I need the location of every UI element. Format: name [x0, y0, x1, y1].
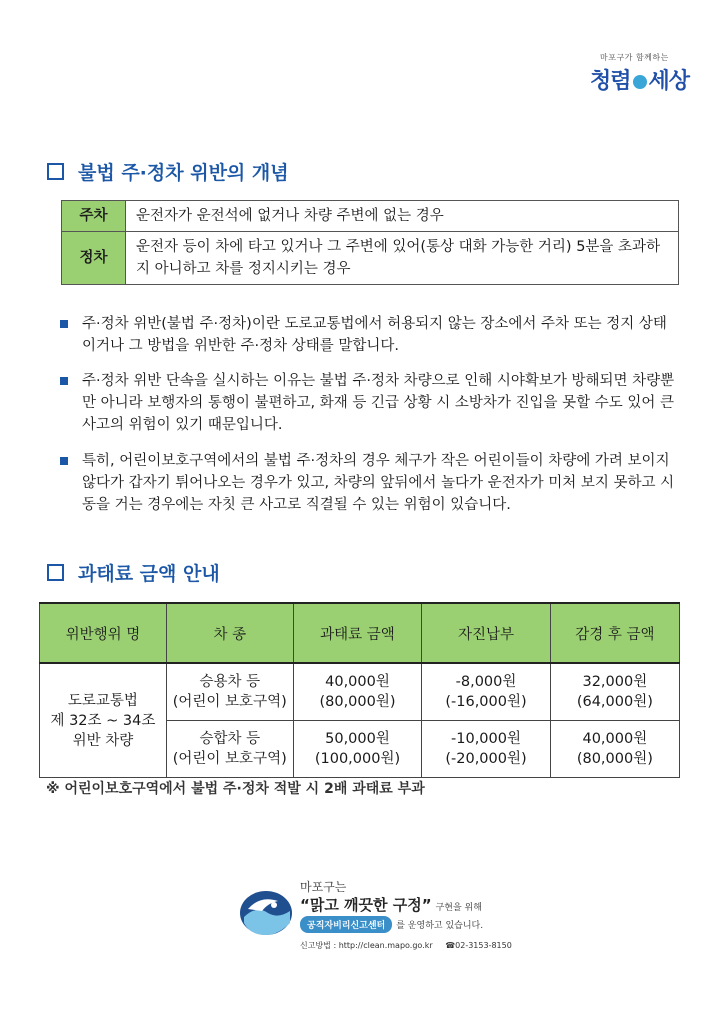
- table-row: [40, 663, 680, 721]
- table-row: [62, 201, 679, 232]
- surcharge-note: ※ 어린이보호구역에서 불법 주·정차 적발 시 2배 과태료 부과: [46, 781, 425, 797]
- logo-name-part2: 세상: [648, 69, 690, 94]
- footer-intro: 마포구는: [300, 880, 347, 894]
- logo-name-part1: 청렴: [590, 69, 631, 94]
- self-pay-amount-zone: (-16,000원): [445, 694, 527, 710]
- logo-tagline: 마포구가 함께하는: [600, 53, 669, 62]
- bullet-paragraph: [60, 370, 680, 436]
- table-row: [62, 232, 679, 285]
- vehicle-zone: (어린이 보호구역): [172, 694, 287, 710]
- law-line: 위반 차량: [72, 732, 134, 749]
- law-line: 도로교통법: [67, 692, 138, 709]
- fine-amount: 40,000원: [325, 674, 390, 690]
- fine-table: [39, 602, 680, 778]
- law-cell: [40, 663, 167, 778]
- bullet-text: 주·정차 위반(불법 주·정차)이란 도로교통법에서 허용되지 않는 장소에서 주차 또는 정지 상태이거나 그 방법을 위반한 주·정차 상태를 말합니다.: [82, 316, 667, 354]
- logo-dot-icon: [633, 75, 647, 89]
- header-cell: 자진납부: [422, 603, 550, 663]
- logo: [590, 64, 689, 95]
- term-cell: 주차: [62, 201, 126, 232]
- desc-cell: 운전자가 운전석에 없거나 차량 주변에 없는 경우: [126, 201, 679, 232]
- desc-cell: 운전자 등이 차에 타고 있거나 그 주변에 있어(통상 대화 가능한 거리) 5분을 초과하지 아니하고 차를 정지시키는 경우: [126, 232, 679, 285]
- reduced-cell: [550, 721, 679, 778]
- fine-amount: 50,000원: [325, 731, 390, 747]
- bullet-text: 주·정차 위반 단속을 실시하는 이유는 불법 주·정차 차량으로 인해 시야확보가 방해되면 차량뿐만 아니라 보행자의 통행이 불편하고, 화재 등 긴급 상황 시 소방차가 진입을 못할 수도 있어 큰 사고의 위험이 있기 때문입니다.: [82, 373, 675, 433]
- vehicle-type: 승용차 등: [199, 674, 261, 690]
- self-pay-cell: [422, 721, 550, 778]
- fine-cell: [293, 663, 422, 721]
- fine-amount-zone: (100,000원): [314, 751, 401, 767]
- table-header-row: [40, 603, 680, 663]
- vehicle-cell: [166, 721, 293, 778]
- definition-table: [61, 200, 679, 285]
- bullet-paragraph: [60, 450, 680, 516]
- header-cell: 위반행위 명: [40, 603, 167, 663]
- law-line: 제 32조 ~ 34조: [50, 712, 156, 729]
- term-cell: 정차: [62, 232, 126, 285]
- header-cell: 차 종: [166, 603, 293, 663]
- reduced-cell: [550, 663, 679, 721]
- footer-contact: [300, 940, 512, 951]
- bullet-square-icon: [60, 320, 68, 328]
- fine-cell: [293, 721, 422, 778]
- bullet-paragraph: [60, 313, 680, 357]
- vehicle-cell: [166, 663, 293, 721]
- fine-amount-zone: (80,000원): [319, 694, 396, 710]
- section-title: 과태료 금액 안내: [78, 563, 220, 585]
- self-pay-cell: [422, 663, 550, 721]
- report-phone: ☎02-3153-8150: [445, 941, 512, 950]
- self-pay-amount: -10,000원: [451, 731, 521, 747]
- checkbox-square-icon: [47, 564, 64, 581]
- section-heading-concept: [47, 158, 289, 185]
- checkbox-square-icon: [47, 163, 64, 180]
- report-center-badge: 공직자비리신고센터: [300, 916, 392, 933]
- section-heading-fines: [47, 559, 220, 586]
- vehicle-type: 승합차 등: [199, 731, 261, 747]
- section-title: 불법 주·정차 위반의 개념: [78, 162, 289, 184]
- header-cell: 과태료 금액: [293, 603, 422, 663]
- reduced-amount-zone: (64,000원): [576, 694, 653, 710]
- badge-suffix: 를 운영하고 있습니다.: [396, 921, 484, 931]
- reduced-amount: 32,000원: [582, 674, 648, 690]
- slogan-suffix: 구현을 위해: [435, 903, 482, 913]
- header-cell: 감경 후 금액: [550, 603, 679, 663]
- mapo-emblem-icon: [238, 883, 294, 939]
- bullet-square-icon: [60, 457, 68, 465]
- vehicle-zone: (어린이 보호구역): [172, 751, 287, 767]
- footer-center-line: [300, 916, 483, 933]
- bullet-square-icon: [60, 377, 68, 385]
- self-pay-amount-zone: (-20,000원): [445, 751, 527, 767]
- self-pay-amount: -8,000원: [455, 674, 517, 690]
- footer-slogan: [300, 894, 482, 915]
- reduced-amount: 40,000원: [582, 731, 648, 747]
- bullet-text: 특히, 어린이보호구역에서의 불법 주·정차의 경우 체구가 작은 어린이들이 차량에 가려 보이지 않다가 갑자기 튀어나오는 경우가 있고, 차량의 앞뒤에서 놀다가 운전자가 미처 보지 못하고 시동을 거는 경우에는 자칫 큰 사고로 직결될 수 있는 위험이 있습니다.: [82, 453, 675, 513]
- reduced-amount-zone: (80,000원): [576, 751, 653, 767]
- report-method-link[interactable]: 신고방법 : http://clean.mapo.go.kr: [300, 941, 433, 950]
- slogan-text: “맑고 깨끗한 구정”: [300, 896, 432, 914]
